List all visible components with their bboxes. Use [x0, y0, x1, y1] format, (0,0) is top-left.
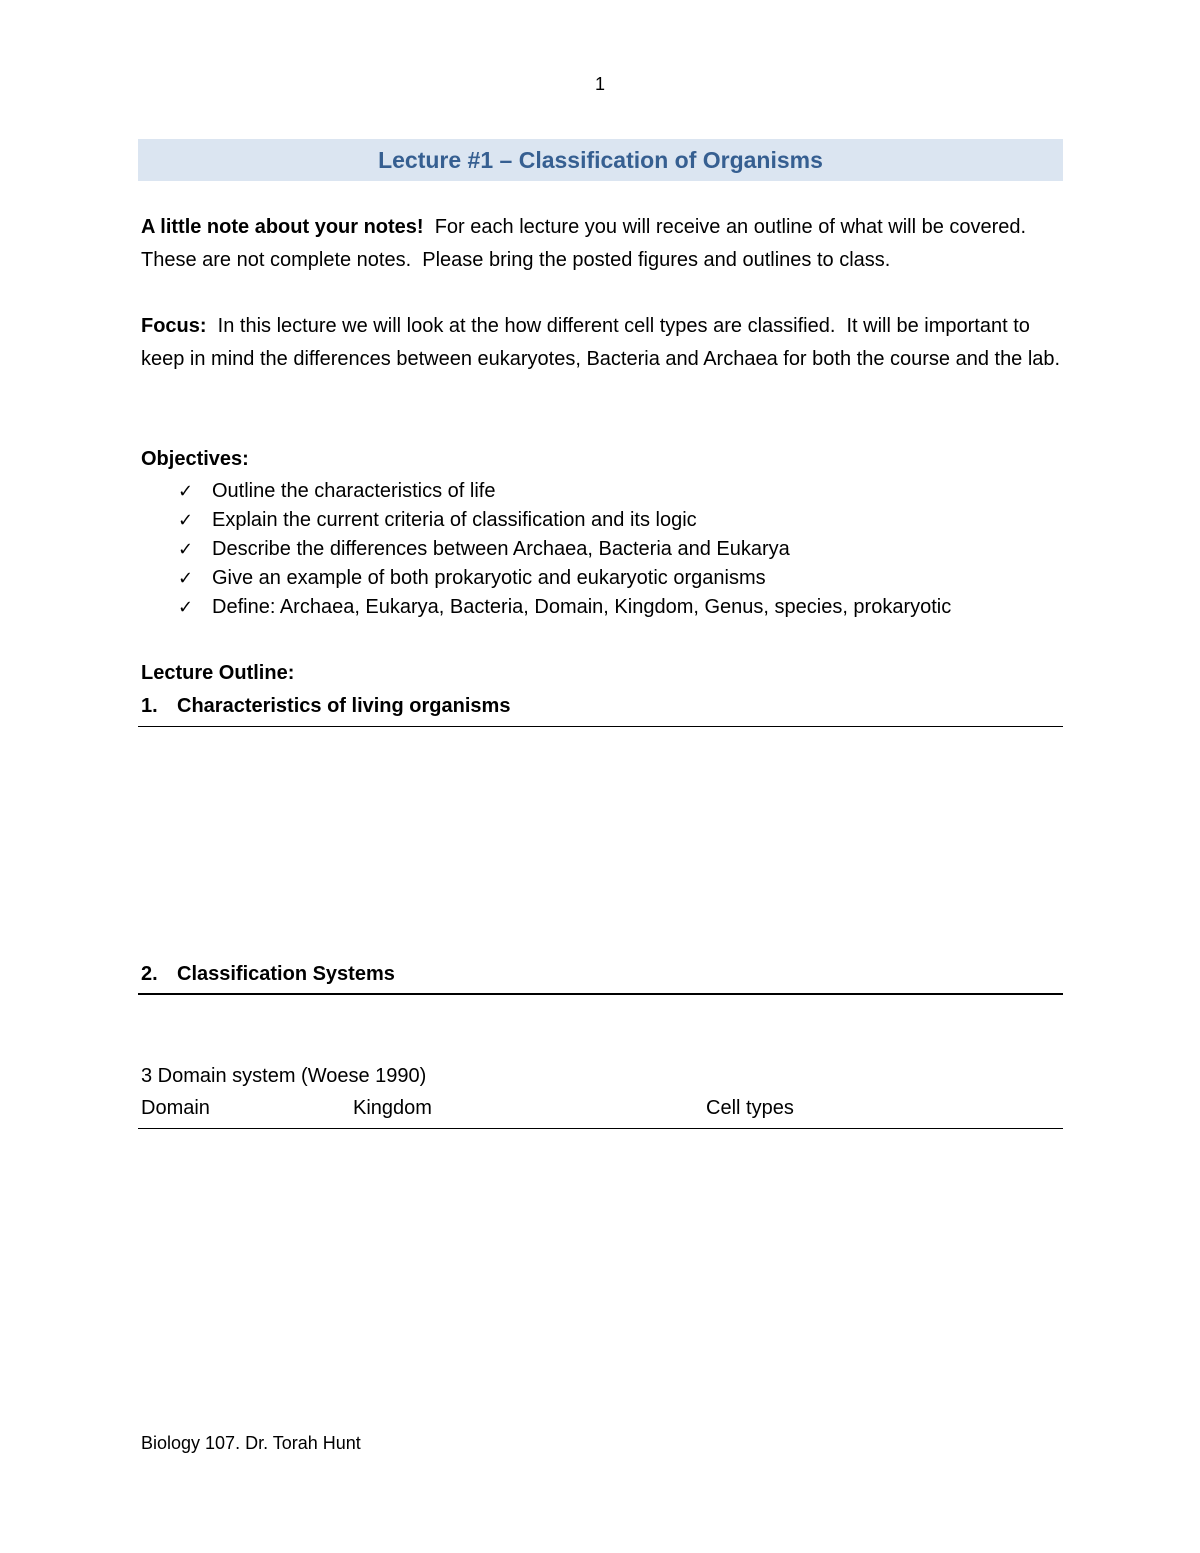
objective-item — [178, 535, 951, 564]
column-header-kingdom: Kingdom — [353, 1097, 432, 1119]
checkmark-icon: ✓ — [178, 568, 194, 588]
objective-item — [178, 506, 951, 535]
checkmark-icon: ✓ — [178, 597, 194, 617]
focus-paragraph — [141, 310, 1063, 376]
domain-table-rule — [138, 1128, 1063, 1129]
focus-text: In this lecture we will look at the how different cell types are classified. It will be important to keep in mind the differences between eukaryotes, Bacteria and Archaea for both the course and the lab. — [141, 315, 1061, 370]
column-header-cell-types: Cell types — [706, 1097, 794, 1119]
section-heading-2 — [141, 959, 395, 989]
objective-text: Outline the characteristics of life — [212, 480, 496, 502]
domain-system-caption: 3 Domain system (Woese 1990) — [141, 1065, 427, 1087]
objective-text: Give an example of both prokaryotic and eukaryotic organisms — [212, 567, 766, 589]
page-number: 1 — [594, 74, 605, 94]
objective-text: Describe the differences between Archaea, Bacteria and Eukarya — [212, 538, 790, 560]
checkmark-icon: ✓ — [178, 539, 194, 559]
title-band — [138, 139, 1063, 181]
focus-lead: Focus: — [141, 315, 207, 337]
section-2-rule — [138, 993, 1063, 995]
section-label: Characteristics of living organisms — [177, 695, 511, 717]
objective-text: Explain the current criteria of classification and its logic — [212, 509, 697, 531]
page-title: Lecture #1 – Classification of Organisms — [378, 146, 823, 173]
objective-text: Define: Archaea, Eukarya, Bacteria, Domain, Kingdom, Genus, species, prokaryotic — [212, 596, 952, 618]
section-1-rule — [138, 726, 1063, 727]
notes-text: For each lecture you will receive an outline of what will be covered. These are not complete notes. Please bring the posted figures and outlines to class. — [141, 216, 1037, 271]
objective-item — [178, 564, 951, 593]
objectives-list — [178, 477, 951, 622]
objective-item — [178, 477, 951, 506]
objectives-heading: Objectives: — [141, 448, 249, 470]
objective-item — [178, 593, 951, 622]
section-number: 2. — [141, 963, 158, 985]
section-number: 1. — [141, 695, 158, 717]
section-label: Classification Systems — [177, 963, 395, 985]
domain-table-header — [141, 1093, 1061, 1123]
notes-paragraph — [141, 211, 1063, 277]
checkmark-icon: ✓ — [178, 481, 194, 501]
footer: Biology 107. Dr. Torah Hunt — [141, 1433, 361, 1453]
section-heading-1 — [141, 691, 510, 721]
column-header-domain: Domain — [141, 1097, 210, 1119]
checkmark-icon: ✓ — [178, 510, 194, 530]
outline-heading: Lecture Outline: — [141, 662, 295, 684]
notes-lead: A little note about your notes! — [141, 216, 424, 238]
